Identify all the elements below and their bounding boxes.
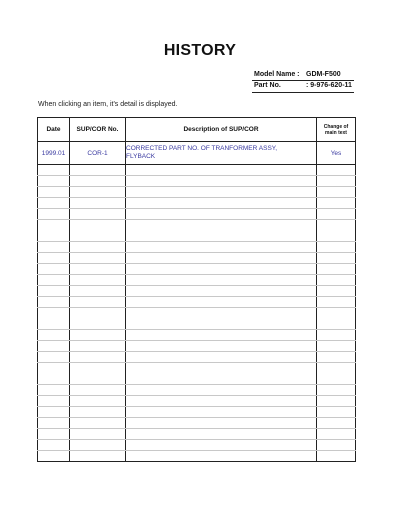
empty-row bbox=[38, 198, 356, 209]
cell-date[interactable]: 1999.01 bbox=[38, 142, 70, 165]
empty-row bbox=[38, 396, 356, 407]
empty-row bbox=[38, 187, 356, 198]
empty-row bbox=[38, 220, 356, 242]
part-number-value: : 9-976-620-11 bbox=[306, 82, 352, 89]
header-sup-cor-no: SUP/COR No. bbox=[70, 118, 126, 142]
page-title: HISTORY bbox=[163, 42, 237, 59]
cell-description[interactable] bbox=[126, 142, 317, 165]
empty-row bbox=[38, 352, 356, 363]
empty-row bbox=[38, 440, 356, 451]
description-line1[interactable]: CORRECTED PART NO. OF TRANFORMER ASSY, bbox=[126, 145, 278, 152]
part-number-label: Part No. bbox=[254, 82, 281, 89]
header-date: Date bbox=[38, 118, 70, 142]
part-number-underline bbox=[252, 92, 354, 93]
instruction-note: When clicking an item, it's detail is displayed. bbox=[38, 101, 178, 108]
empty-row bbox=[38, 297, 356, 308]
model-name-label: Model Name : bbox=[254, 71, 300, 78]
empty-row bbox=[38, 363, 356, 385]
model-name-value: GDM-F500 bbox=[306, 71, 341, 78]
table-row[interactable] bbox=[38, 142, 356, 165]
model-name-row bbox=[254, 71, 341, 78]
empty-row bbox=[38, 253, 356, 264]
empty-row bbox=[38, 275, 356, 286]
cell-sup-cor-no[interactable]: COR-1 bbox=[70, 142, 126, 165]
empty-row bbox=[38, 418, 356, 429]
header-change-of-main-text bbox=[317, 118, 356, 142]
empty-row bbox=[38, 308, 356, 330]
empty-row bbox=[38, 429, 356, 440]
table-header-row bbox=[38, 118, 356, 142]
model-name-underline bbox=[252, 80, 354, 81]
empty-row bbox=[38, 451, 356, 462]
header-change-line2: main text bbox=[325, 129, 347, 136]
empty-row bbox=[38, 286, 356, 297]
cell-change-of-main-text[interactable]: Yes bbox=[317, 142, 356, 165]
description-line2[interactable]: FLYBACK bbox=[126, 153, 156, 160]
empty-row bbox=[38, 330, 356, 341]
empty-row bbox=[38, 264, 356, 275]
empty-row bbox=[38, 209, 356, 220]
empty-row bbox=[38, 165, 356, 176]
part-number-row bbox=[254, 82, 352, 89]
empty-row bbox=[38, 341, 356, 352]
history-table bbox=[37, 117, 356, 462]
header-description: Description of SUP/COR bbox=[126, 118, 317, 142]
header-change-line1: Change of bbox=[323, 123, 349, 130]
empty-row bbox=[38, 242, 356, 253]
empty-row bbox=[38, 176, 356, 187]
empty-row bbox=[38, 407, 356, 418]
empty-row bbox=[38, 385, 356, 396]
